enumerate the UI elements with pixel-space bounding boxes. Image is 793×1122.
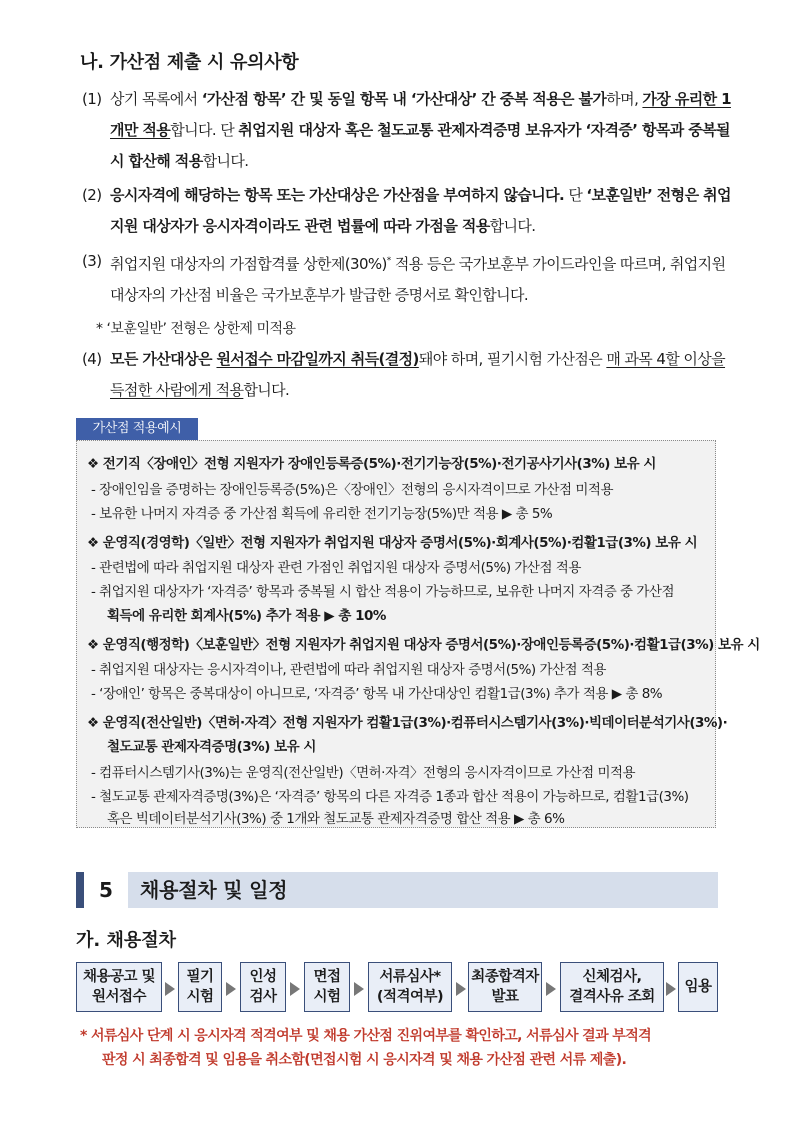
arrow-right-icon xyxy=(290,982,300,996)
item-text-underline: 매 과목 4할 이상을 득점한 사람에게 적용 xyxy=(110,350,726,399)
process-step-5: 서류심사* (적격여부) xyxy=(368,962,452,1012)
item-text: 하며, xyxy=(606,90,643,108)
notice-item-2 xyxy=(82,180,732,242)
arrow-right-icon xyxy=(165,982,175,996)
item-text-underline: 원서접수 마감일까지 취득(결정) xyxy=(216,350,419,368)
process-step-1: 채용공고 및 원서접수 xyxy=(76,962,162,1012)
item-number: (2) xyxy=(82,186,102,204)
examples-tab-label: 가산점 적용예시 xyxy=(76,418,198,440)
notice-item-4 xyxy=(82,344,732,406)
item-text-bold: ‘보훈일반’ 전형은 취업지원 대상자가 응시자격이라도 관련 법률에 따라 가점을 적용 xyxy=(110,186,731,235)
process-step-4: 면접 시험 xyxy=(304,962,350,1012)
example-heading: 철도교통 관제자격증명(3%) 보유 시 xyxy=(107,739,316,755)
item-text: 합니다. xyxy=(489,217,536,235)
process-step-8: 임용 xyxy=(678,962,718,1012)
notice-item-1 xyxy=(82,84,732,177)
item-text-bold: 응시자격에 해당하는 항목 또는 가산대상은 가산점을 부여하지 않습니다. xyxy=(110,186,565,204)
item-text-bold: ‘가산점 항목’ 간 및 동일 항목 내 ‘가산대상’ 간 중복 적용은 불가 xyxy=(201,90,607,108)
example-detail: - ‘장애인’ 항목은 중복대상이 아니므로, ‘자격증’ 항목 내 가산대상인 컴활1급(3%) 추가 적용 ▶ 총 8% xyxy=(91,686,663,702)
process-footnote xyxy=(80,1024,730,1072)
example-detail: - 철도교통 관제자격증명(3%)은 ‘자격증’ 항목의 다른 자격증 1종과 합산 적용이 가능하므로, 컴활1급(3%) xyxy=(91,789,689,805)
footnote-line: * 서류심사 단계 시 응시자격 적격여부 및 채용 가산점 진위여부를 확인하고, 서류심사 결과 부적격 xyxy=(80,1028,652,1044)
process-step-2: 필기 시험 xyxy=(178,962,222,1012)
process-step-6: 최종합격자 발표 xyxy=(468,962,542,1012)
item-text-bold: 취업지원 대상자 혹은 철도교통 관제자격증명 보유자가 ‘자격증’ 항목과 중복될 시 합산해 적용 xyxy=(110,121,730,170)
subsection-title-na: 나. 가산점 제출 시 유의사항 xyxy=(80,52,299,73)
subsection-title-ga: 가. 채용절차 xyxy=(76,930,177,951)
item-number: (1) xyxy=(82,90,102,108)
item-text: 단 xyxy=(564,186,587,204)
arrow-right-icon xyxy=(666,982,676,996)
example-detail: 획득에 유리한 회계사(5%) 추가 적용 ▶ 총 10% xyxy=(107,608,386,624)
notice-item-3 xyxy=(82,246,732,311)
process-step-7: 신체검사, 결격사유 조회 xyxy=(560,962,664,1012)
example-heading: ❖ 운영직(전산일반)〈면허·자격〉전형 지원자가 컴활1급(3%)·컴퓨터시스템기사(3%)·빅데이터분석기사(3%)· xyxy=(87,715,728,731)
example-detail: - 장애인임을 증명하는 장애인등록증(5%)은〈장애인〉전형의 응시자격이므로 가산점 미적용 xyxy=(91,482,614,498)
item-text: 상기 목록에서 xyxy=(110,90,202,108)
arrow-right-icon xyxy=(226,982,236,996)
example-heading: ❖ 운영직(경영학)〈일반〉전형 지원자가 취업지원 대상자 증명서(5%)·회계사(5%)·컴활1급(3%) 보유 시 xyxy=(87,535,698,551)
example-heading: ❖ 전기직〈장애인〉전형 지원자가 장애인등록증(5%)·전기기능장(5%)·전기공사기사(3%) 보유 시 xyxy=(87,456,656,472)
process-step-3: 인성 검사 xyxy=(240,962,286,1012)
item-text: 취업지원 대상자의 가점합격률 상한제(30%) xyxy=(110,255,387,273)
item-text: 합니다. xyxy=(202,152,249,170)
example-detail: - 취업지원 대상자는 응시자격이나, 관련법에 따라 취업지원 대상자 증명서(5%) 가산점 적용 xyxy=(91,662,606,678)
item-text: 돼야 하며, 필기시험 가산점은 xyxy=(418,350,607,368)
section-title: 채용절차 및 일정 xyxy=(140,878,288,902)
item-text-bold: 모든 가산대상은 xyxy=(110,350,217,368)
item-number: (3) xyxy=(82,252,102,270)
item-text-underline: 가장 유리한 1개만 적용 xyxy=(110,90,731,139)
examples-box xyxy=(76,440,760,828)
item-text: 합니다. xyxy=(243,381,290,399)
example-detail: 혹은 빅데이터분석기사(3%) 중 1개와 철도교통 관제자격증명 합산 적용 ▶ 총 6% xyxy=(107,811,565,827)
example-detail: - 관련법에 따라 취업지원 대상자 관련 가점인 취업지원 대상자 증명서(5%) 가산점 적용 xyxy=(91,560,581,576)
item-text: 합니다. 단 xyxy=(170,121,239,139)
footnote-line: 판정 시 최종합격 및 임용을 취소함(면접시험 시 응시자격 및 채용 가산점 관련 서류 제출). xyxy=(102,1052,627,1068)
example-detail: - 컴퓨터시스템기사(3%)는 운영직(전산일반)〈면허·자격〉전형의 응시자격이므로 가산점 미적용 xyxy=(91,765,636,781)
arrow-right-icon xyxy=(546,982,556,996)
note-bohun: * ‘보훈일반’ 전형은 상한제 미적용 xyxy=(96,321,296,337)
item-number: (4) xyxy=(82,350,102,368)
footnote-mark: * xyxy=(386,256,391,266)
example-detail: - 취업지원 대상자가 ‘자격증’ 항목과 중복될 시 합산 적용이 가능하므로, 보유한 나머지 자격증 중 가산점 xyxy=(91,584,675,600)
section-number: 5 xyxy=(76,872,128,908)
example-heading: ❖ 운영직(행정학)〈보훈일반〉전형 지원자가 취업지원 대상자 증명서(5%)·장애인등록증(5%)·컴활1급(3%) 보유 시 xyxy=(87,637,760,653)
arrow-right-icon xyxy=(354,982,364,996)
example-detail: - 보유한 나머지 자격증 중 가산점 획득에 유리한 전기기능장(5%)만 적용 ▶ 총 5% xyxy=(91,506,553,522)
arrow-right-icon xyxy=(456,982,466,996)
item-text: 적용 등은 국가보훈부 가이드라인을 따르며, 취업지원 대상자의 가산점 비율은 국가보훈부가 발급한 증명서로 확인합니다. xyxy=(110,255,726,304)
